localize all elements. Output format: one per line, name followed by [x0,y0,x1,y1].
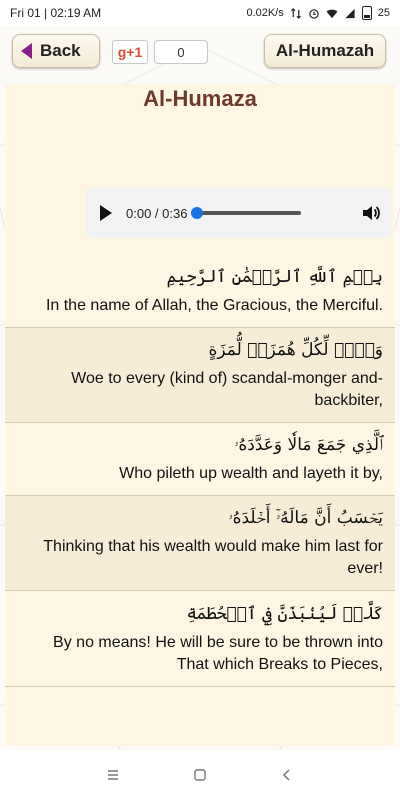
header-toolbar [0,34,400,72]
battery-icon [362,6,372,20]
surah-name-button-label: Al-Humazah [275,41,375,60]
back-button-label: Back [40,41,81,60]
verse-item[interactable] [5,254,395,328]
verse-arabic-text: يَحۡسَبُ أَنَّ مَالَهُۥٓ أَخۡلَدَهُۥ [228,508,383,528]
back-arrow-icon [21,43,32,59]
data-transfer-icon [290,8,302,19]
home-icon [193,768,207,782]
content-panel [5,84,395,746]
share-count: 0 [177,44,185,60]
verse-arabic-text: كَلَّاۖ لَيُنۢبَذَنَّ فِي ٱلۡحُطَمَةِ [186,604,383,624]
google-plus-one-button[interactable] [112,40,148,64]
battery-level: 25 [377,7,390,19]
verse-translation: By no means! He will be sure to be thrown into That which Breaks to Pieces, [53,634,383,673]
verse-item[interactable] [5,423,395,496]
verse-item[interactable] [5,328,395,423]
status-indicators [246,6,390,20]
verse-translation: Thinking that his wealth would make him last for ever! [43,538,383,577]
verse-translation: Who pileth up wealth and layeth it by, [119,465,383,482]
google-plus-label: g+1 [117,44,143,60]
home-button[interactable] [190,765,210,785]
page-title: Al-Humaza [143,86,257,111]
status-bar [0,0,400,26]
verse-arabic-text: ٱلَّذِي جَمَعَ مَالٗا وَعَدَّدَهُۥ [234,435,383,455]
verse-translation: Woe to every (kind of) scandal-monger and-backbiter, [71,370,383,409]
system-navigation-bar [0,750,400,800]
volume-icon[interactable] [361,203,381,223]
audio-time: 0:00 / 0:36 [126,205,188,221]
verse-translation: In the name of Allah, the Gracious, the Merciful. [45,297,383,314]
audio-player [86,188,391,238]
wifi-icon [326,8,338,19]
verse-list [5,254,395,687]
signal-icon [344,8,356,19]
surah-name-button[interactable] [264,34,386,68]
verse-item[interactable] [5,591,395,687]
network-speed: 0.02K/s [246,7,284,19]
verse-arabic-text: وَيۡلٞ لِّكُلِّ هُمَزَةٖ لُّمَزَةٍ [208,340,383,360]
status-datetime: Fri 01 | 02:19 AM [10,6,102,20]
nav-back-button[interactable] [277,765,297,785]
recent-apps-button[interactable] [103,765,123,785]
audio-seek-bar[interactable] [197,211,301,215]
recent-apps-icon [106,768,120,782]
nav-back-icon [280,768,294,782]
verse-item[interactable] [5,496,395,591]
back-button[interactable] [12,34,100,68]
seek-bar-thumb[interactable] [191,207,203,219]
verse-arabic-text: بِسۡمِ ٱللَّهِ ٱلرَّحۡمَٰنِ ٱلرَّحِيمِ [166,267,383,287]
alarm-icon [308,8,320,19]
share-count-box [154,40,208,64]
play-icon[interactable] [100,205,112,221]
